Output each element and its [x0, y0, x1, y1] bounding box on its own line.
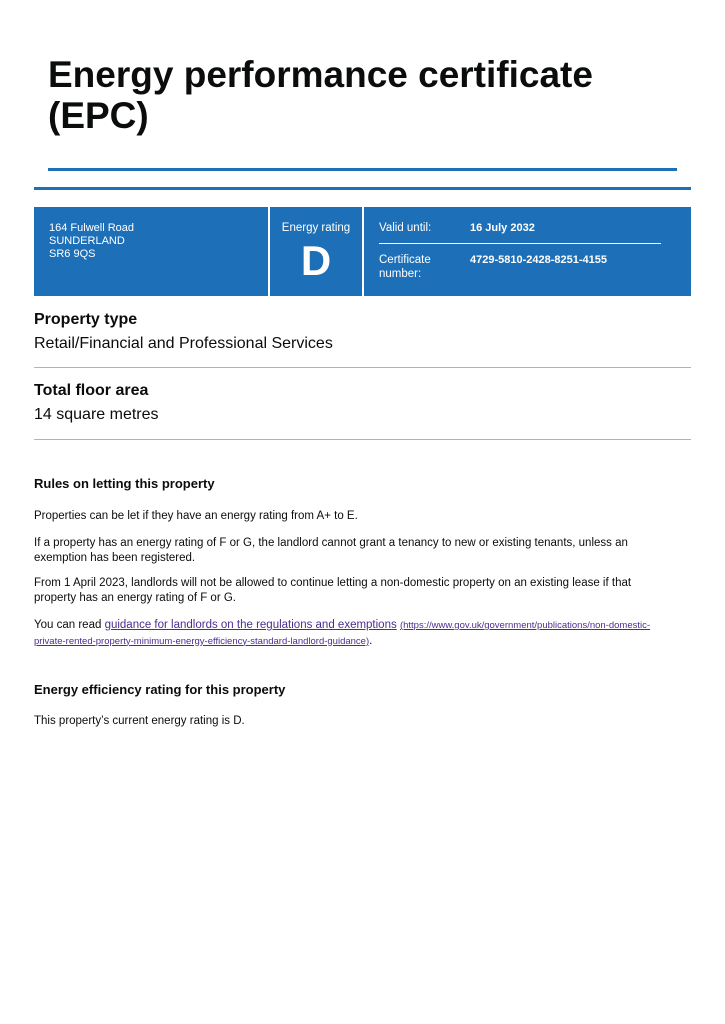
guidance-link[interactable]: guidance for landlords on the regulations and exemptions — [104, 619, 397, 631]
title-underline — [48, 168, 677, 171]
certificate-number: 4729-5810-2428-8251-4155 — [470, 254, 608, 266]
address-panel — [34, 207, 268, 296]
guidance-prefix: You can read — [34, 619, 105, 631]
letting-rule-paragraph: If a property has an energy rating of F or G, the landlord cannot grant a tenancy to new or existing tenants, unless an exemption has been registered. — [34, 537, 628, 564]
page-title: Energy performance certificate (EPC) — [48, 54, 593, 136]
efficiency-text: This property’s current energy rating is D. — [34, 715, 245, 727]
letting-rule-paragraph: Properties can be let if they have an energy rating from A+ to E. — [34, 510, 358, 522]
validity-panel — [364, 207, 691, 296]
guidance-url-link[interactable]: (https://www.gov.uk/government/publications/non-domestic-private-rented-property-minimum-energy-efficiency-standard-landlord-guidance) — [34, 620, 651, 647]
floor-area-value: 14 square metres — [34, 406, 159, 423]
epc-summary-banner — [34, 207, 691, 296]
letting-rule-paragraph: From 1 April 2023, landlords will not be allowed to continue letting a non-domestic property on an existing lease if that property has an energy rating of F or G. — [34, 577, 632, 604]
section-divider — [34, 439, 691, 440]
certificate-label-line1: Certificate — [379, 254, 431, 266]
property-type-value: Retail/Financial and Professional Services — [34, 335, 333, 352]
floor-area-heading: Total floor area — [34, 382, 149, 399]
property-type-heading: Property type — [34, 311, 138, 328]
section-divider — [34, 367, 691, 368]
guidance-suffix: . — [369, 634, 373, 647]
header-divider — [34, 187, 691, 190]
guidance-paragraph — [34, 618, 674, 649]
valid-until-value: 16 July 2032 — [470, 222, 535, 234]
validity-divider — [379, 243, 661, 244]
energy-rating-panel — [270, 207, 362, 296]
efficiency-heading: Energy efficiency rating for this property — [34, 682, 286, 697]
energy-rating-value: D — [300, 237, 332, 284]
address-postcode: SR6 9QS — [49, 248, 96, 260]
energy-rating-label: Energy rating — [281, 222, 351, 234]
letting-rules-heading: Rules on letting this property — [34, 476, 215, 491]
valid-until-label: Valid until: — [379, 222, 432, 234]
certificate-label-line2: number: — [379, 268, 422, 280]
address-line-1: 164 Fulwell Road — [49, 222, 134, 234]
address-line-2: SUNDERLAND — [49, 235, 125, 247]
